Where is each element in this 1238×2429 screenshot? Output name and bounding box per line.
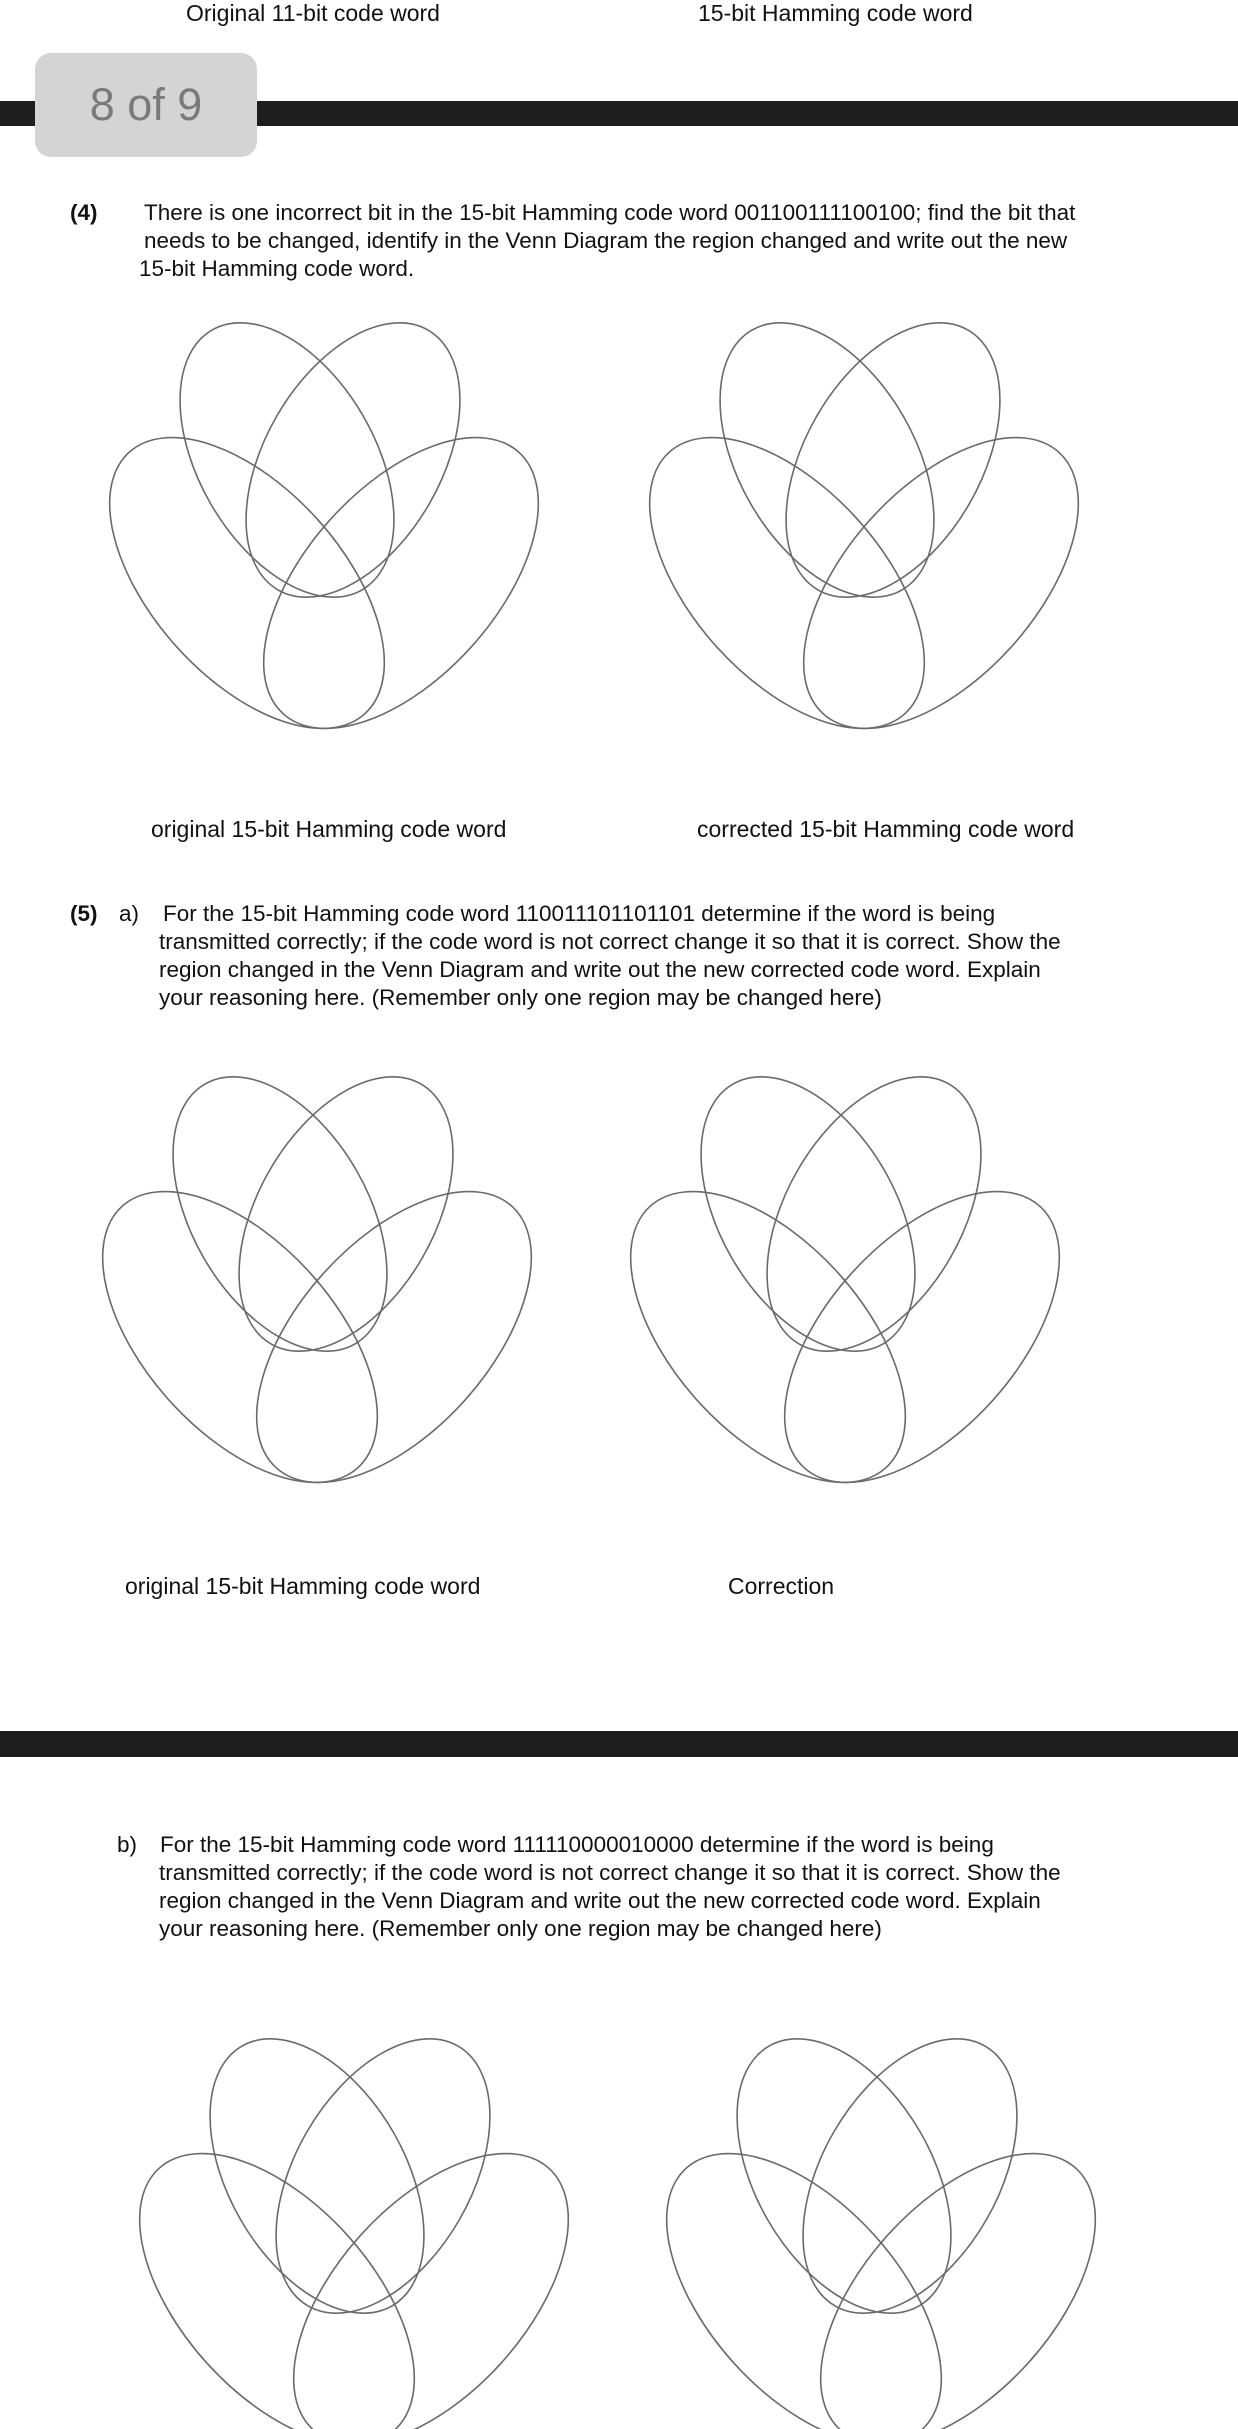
q5a-line-2: transmitted correctly; if the code word is not correct change it so that it is correct. Show the [159,929,1061,954]
q5b-label: b) [117,1832,138,1857]
q5a-label: a) [119,901,140,926]
venn-circle-top-right [195,1040,497,1388]
q4-venn-left[interactable] [115,320,565,760]
q5b-diagram-area [0,2000,1238,2429]
q5a-caption-correction: Correction [728,1573,835,1599]
venn-circle-bottom-left [89,2105,466,2429]
caption-original-11-bit: Original 11-bit code word [186,0,440,26]
q4-number: (4) [70,200,98,225]
venn-circle-top-right [202,286,504,634]
q4-caption-original: original 15-bit Hamming code word [151,816,507,842]
venn-circle-bottom-left [616,2105,993,2429]
q4-line-3: 15-bit Hamming code word. [139,256,415,281]
q4-line-2: needs to be changed, identify in the Venn Diagram the region changed and write out the new [144,228,1068,253]
venn-circle-bottom-right [243,2105,620,2429]
q5b-venn-right[interactable] [672,2036,1122,2429]
venn-circle-top-right [742,286,1044,634]
q5a-venn-left[interactable] [108,1074,558,1514]
q5b-venn-left[interactable] [145,2036,595,2429]
q5a-caption-original: original 15-bit Hamming code word [125,1573,481,1599]
q4-caption-corrected: corrected 15-bit Hamming code word [697,816,1075,842]
q4-line-1: There is one incorrect bit in the 15-bit Hamming code word 001100111100100; find the bit that [144,200,1076,225]
q5a-line-4: your reasoning here. (Remember only one region may be changed here) [159,985,882,1010]
caption-15-bit-hamming: 15-bit Hamming code word [698,0,973,26]
q5a-line-1: For the 15-bit Hamming code word 110011101101101 determine if the word is being [163,901,996,926]
venn-circle-top-right [232,2002,534,2350]
q5b-line-2: transmitted correctly; if the code word is not correct change it so that it is correct. Show the [159,1860,1061,1885]
venn-circle-top-right [723,1040,1025,1388]
q5a-line-3: region changed in the Venn Diagram and write out the new corrected code word. Explain [159,957,1041,982]
venn-circle-bottom-right [770,2105,1147,2429]
page-indicator-text: 8 of 9 [89,79,203,130]
q5b-line-4: your reasoning here. (Remember only one region may be changed here) [159,1916,882,1941]
q4-venn-right[interactable] [655,320,1105,760]
q5-number: (5) [70,901,98,926]
page-separator-bottom [0,1731,1238,1757]
q5b-line-3: region changed in the Venn Diagram and write out the new corrected code word. Explain [159,1888,1041,1913]
q5a-venn-right[interactable] [636,1074,1086,1514]
q5b-line-1: For the 15-bit Hamming code word 111110000010000 determine if the word is being [160,1832,994,1857]
page-indicator-badge [35,53,257,157]
venn-circle-top-right [759,2002,1061,2350]
